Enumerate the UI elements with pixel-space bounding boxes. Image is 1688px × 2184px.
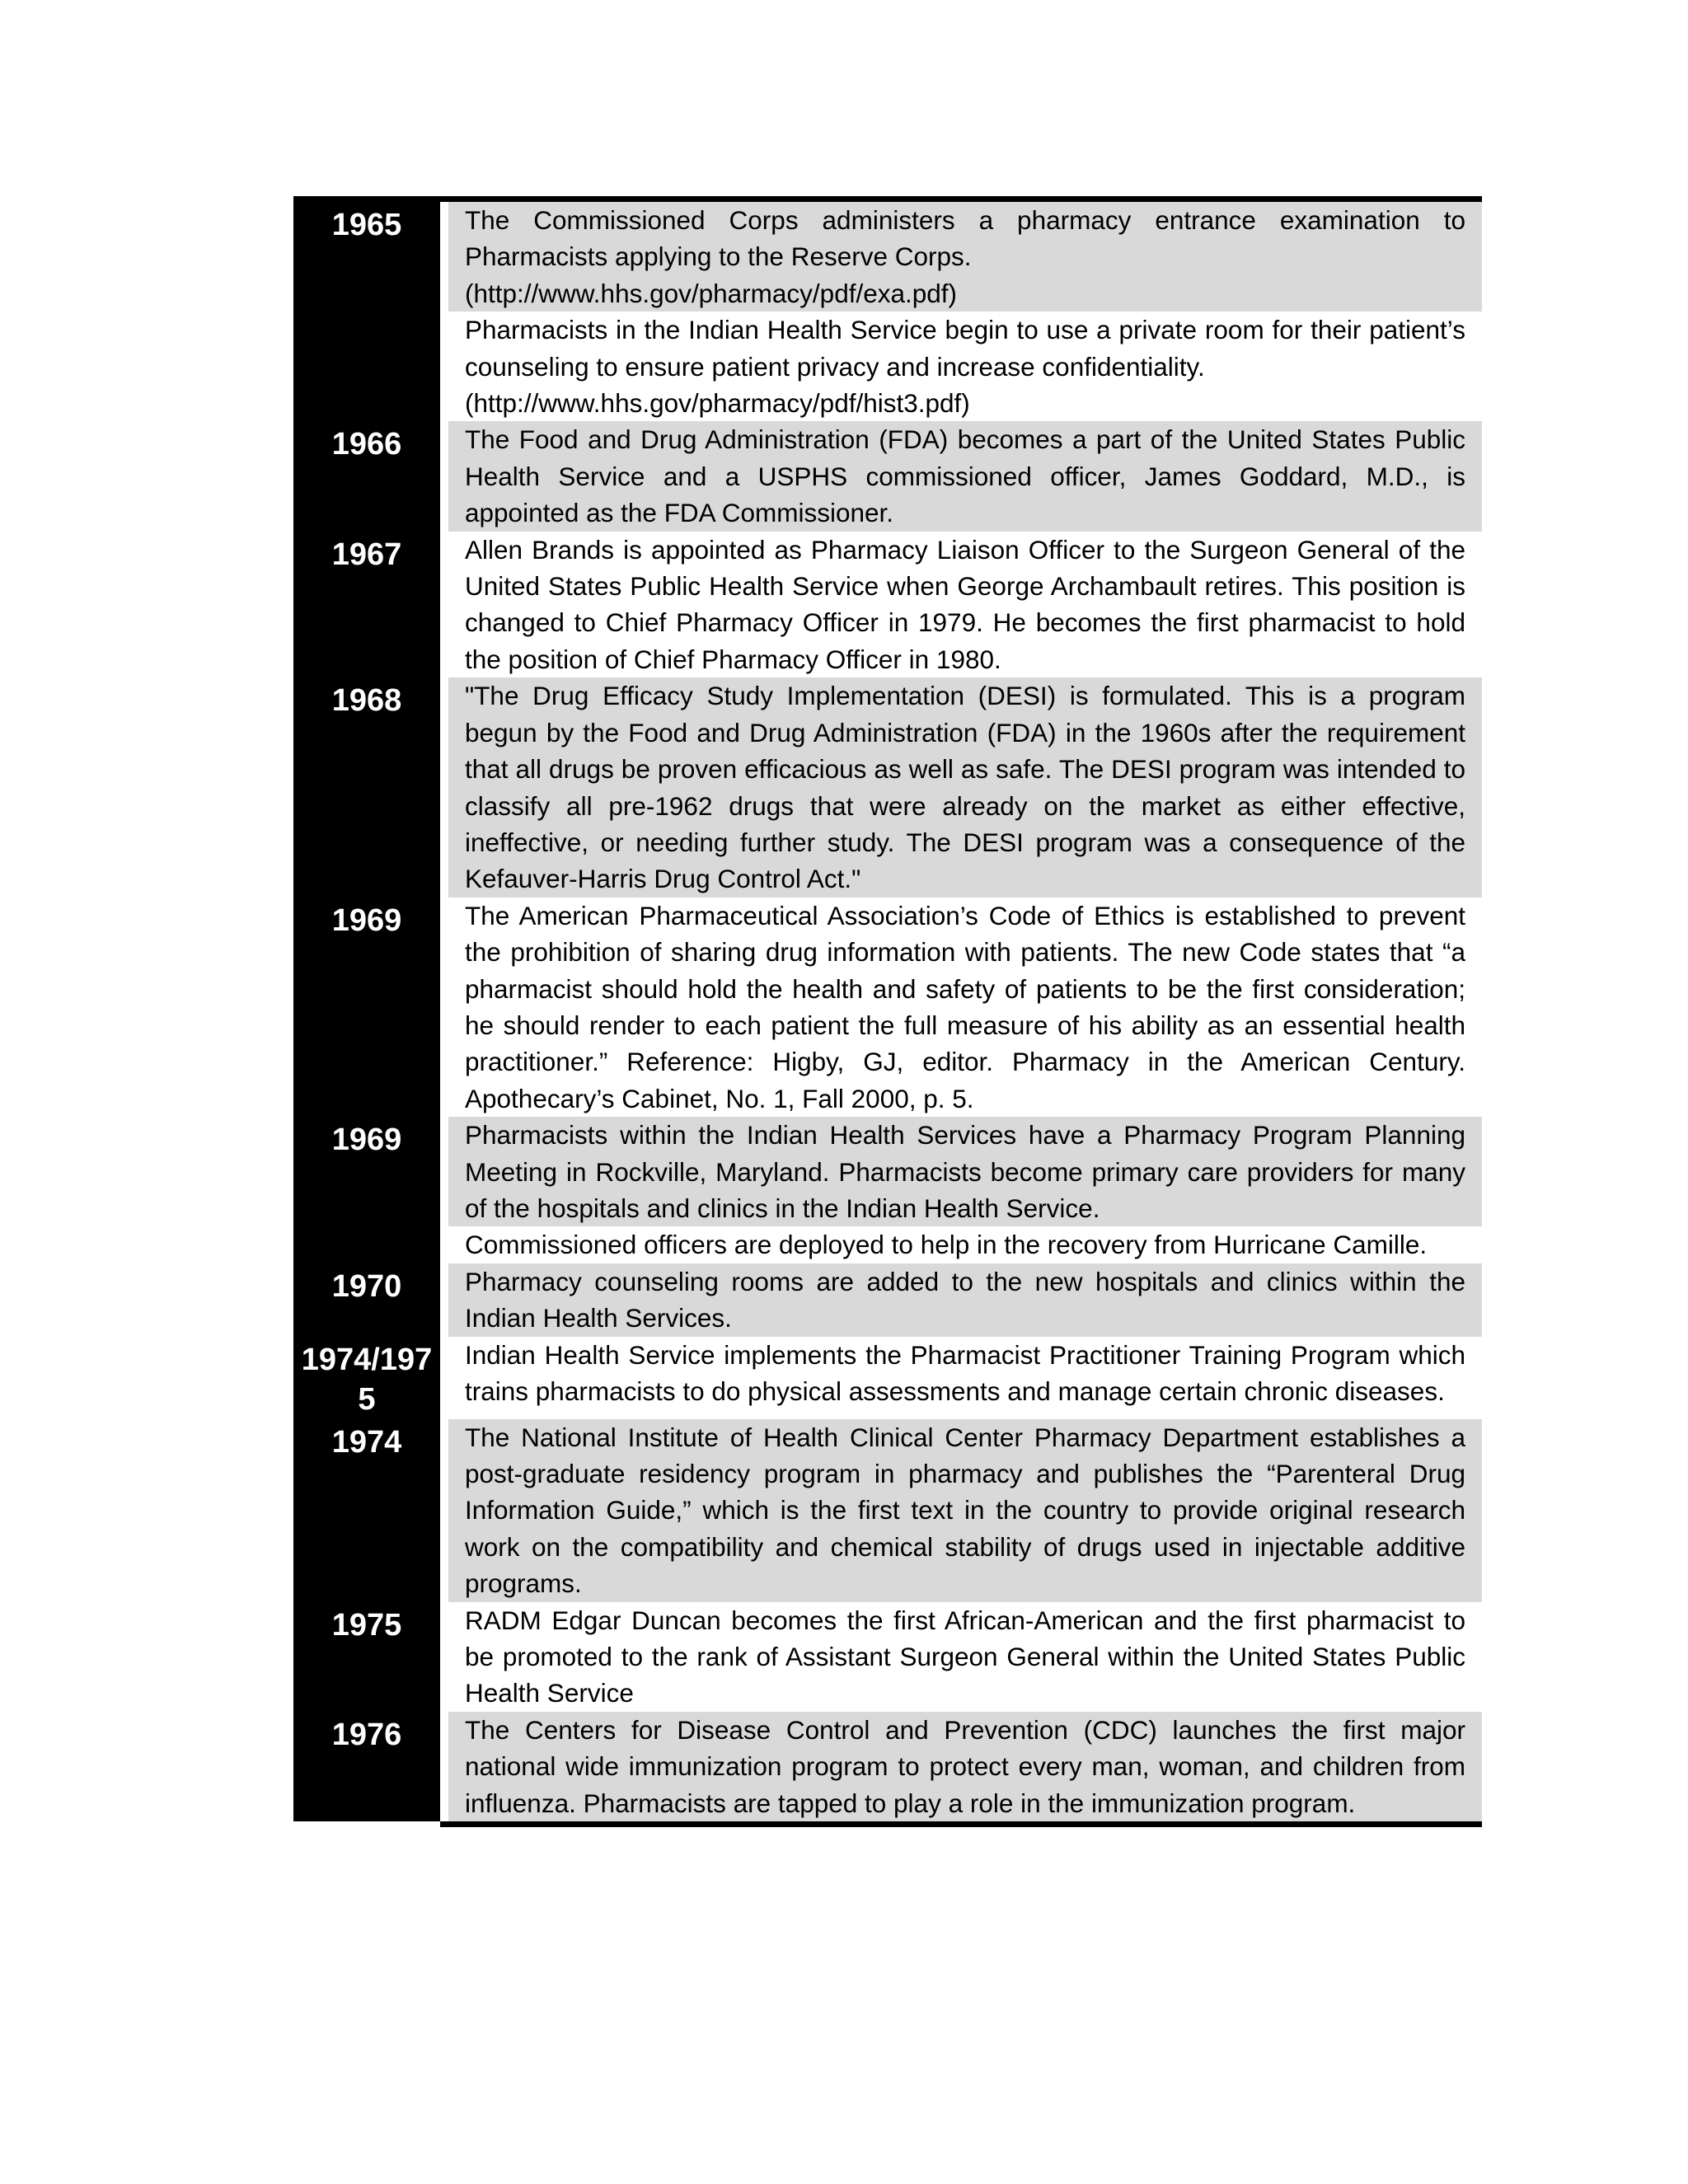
event-cell bbox=[448, 1117, 1482, 1226]
timeline-row bbox=[293, 532, 1482, 678]
year-cell: 1966 bbox=[293, 421, 440, 531]
column-gap bbox=[440, 677, 448, 897]
event-text: The Centers for Disease Control and Prevention (CDC) launches the first major national wide immunization program to protect every man, woman, and children from influenza. Pharmacists are tapped to play a role in the immunization program. bbox=[465, 1714, 1465, 1818]
event-cell bbox=[448, 1602, 1482, 1712]
event-text: Indian Health Service implements the Pharmacist Practitioner Training Program which trains pharmacists to do physical assessments and manage certain chronic diseases. bbox=[465, 1339, 1465, 1406]
timeline-row bbox=[293, 898, 1482, 1117]
event-text: The National Institute of Health Clinical Center Pharmacy Department establishes a post-graduate residency program in pharmacy and publishes the “Parenteral Drug Information Guide,” which is the first text in the country to provide original research work on the compatibility and chemical stability of drugs used in injectable additive programs. bbox=[465, 1422, 1465, 1599]
event-text: Pharmacy counseling rooms are added to the new hospitals and clinics within the Indian Health Services. bbox=[465, 1266, 1465, 1333]
event-cell bbox=[448, 312, 1482, 421]
timeline-row bbox=[293, 312, 1482, 421]
timeline-row bbox=[293, 421, 1482, 531]
column-gap bbox=[440, 1263, 448, 1337]
event-cell bbox=[448, 199, 1482, 312]
event-text: "The Drug Efficacy Study Implementation (DESI) is formulated. This is a program begun by the Food and Drug Administration (FDA) in the 1960s after the requirement that all drugs be proven efficacious as well as safe. The DESI program was intended to classify all pre-1962 drugs that were already on the market as either effective, ineffective, or needing further study. The DESI program was a consequence of the Kefauver-Harris Drug Control Act." bbox=[465, 681, 1465, 894]
year-cell: 1974/1975 bbox=[293, 1337, 440, 1419]
event-cell bbox=[448, 1226, 1482, 1263]
event-cell bbox=[448, 677, 1482, 897]
event-text: Pharmacists in the Indian Health Service begin to use a private room for their patient’s counseling to ensure patient privacy and increase confidentiality. (http://www.hhs.gov/pharmacy/pdf/hist3.pdf) bbox=[465, 315, 1465, 419]
column-gap bbox=[440, 1117, 448, 1226]
event-cell bbox=[448, 1263, 1482, 1337]
year-cell: 1968 bbox=[293, 677, 440, 897]
event-text: Pharmacists within the Indian Health Services have a Pharmacy Program Planning Meeting in Rockville, Maryland. Pharmacists become primary care providers for many of the hospitals and clinics in the Indian Health Service. bbox=[465, 1120, 1465, 1223]
timeline-row bbox=[293, 677, 1482, 897]
event-text: The American Pharmaceutical Association’s Code of Ethics is established to prevent the prohibition of sharing drug information with patients. The new Code states that “a pharmacist should hold the health and safety of patients to be the first consideration; he should render to each patient the full measure of his ability as an essential health practitioner.” Reference: Higby, GJ, editor. Pharmacy in the American Century. Apothecary’s Cabinet, No. 1, Fall 2000, p. 5. bbox=[465, 900, 1465, 1113]
timeline-row bbox=[293, 1712, 1482, 1821]
timeline-row bbox=[293, 199, 1482, 312]
year-cell: 1970 bbox=[293, 1263, 440, 1337]
timeline-row bbox=[293, 1117, 1482, 1226]
column-gap bbox=[440, 421, 448, 531]
column-gap bbox=[440, 1337, 448, 1419]
event-text: Commissioned officers are deployed to help in the recovery from Hurricane Camille. bbox=[465, 1230, 1428, 1260]
year-cell: 1967 bbox=[293, 532, 440, 678]
event-text: The Food and Drug Administration (FDA) becomes a part of the United States Public Health Service and a USPHS commissioned officer, James Goddard, M.D., is appointed as the FDA Commissioner. bbox=[465, 424, 1465, 528]
year-cell: 1976 bbox=[293, 1712, 440, 1821]
year-cell bbox=[293, 312, 440, 421]
timeline-table bbox=[293, 196, 1482, 1821]
event-text: The Commissioned Corps administers a pharmacy entrance examination to Pharmacists applying to the Reserve Corps. (http://www.hhs.gov/pharmacy/pdf/exa.pdf) bbox=[465, 205, 1465, 308]
event-text: RADM Edgar Duncan becomes the first African-American and the first pharmacist to be promoted to the rank of Assistant Surgeon General within the United States Public Health Service bbox=[465, 1605, 1465, 1708]
column-gap bbox=[440, 1419, 448, 1602]
year-cell: 1969 bbox=[293, 898, 440, 1117]
event-cell bbox=[448, 1419, 1482, 1602]
column-gap bbox=[440, 312, 448, 421]
timeline-row bbox=[293, 1337, 1482, 1419]
event-cell bbox=[448, 532, 1482, 678]
year-cell: 1965 bbox=[293, 199, 440, 312]
timeline-row bbox=[293, 1602, 1482, 1712]
timeline-row bbox=[293, 1226, 1482, 1263]
event-text: Allen Brands is appointed as Pharmacy Liaison Officer to the Surgeon General of the United States Public Health Service when George Archambault retires. This position is changed to Chief Pharmacy Officer in 1979. He becomes the first pharmacist to hold the position of Chief Pharmacy Officer in 1980. bbox=[465, 534, 1465, 674]
table-bottom-rule bbox=[440, 1821, 1482, 1827]
event-cell bbox=[448, 898, 1482, 1117]
column-gap bbox=[440, 199, 448, 312]
column-gap bbox=[440, 532, 448, 678]
year-cell: 1975 bbox=[293, 1602, 440, 1712]
column-gap bbox=[440, 1602, 448, 1712]
event-cell bbox=[448, 1337, 1482, 1419]
year-cell: 1974 bbox=[293, 1419, 440, 1602]
timeline-row bbox=[293, 1419, 1482, 1602]
column-gap bbox=[440, 1226, 448, 1263]
column-gap bbox=[440, 898, 448, 1117]
event-cell bbox=[448, 1712, 1482, 1821]
event-cell bbox=[448, 421, 1482, 531]
column-gap bbox=[440, 1712, 448, 1821]
timeline-row bbox=[293, 1263, 1482, 1337]
timeline-body bbox=[293, 199, 1482, 1822]
year-cell: 1969 bbox=[293, 1117, 440, 1226]
year-cell bbox=[293, 1226, 440, 1263]
